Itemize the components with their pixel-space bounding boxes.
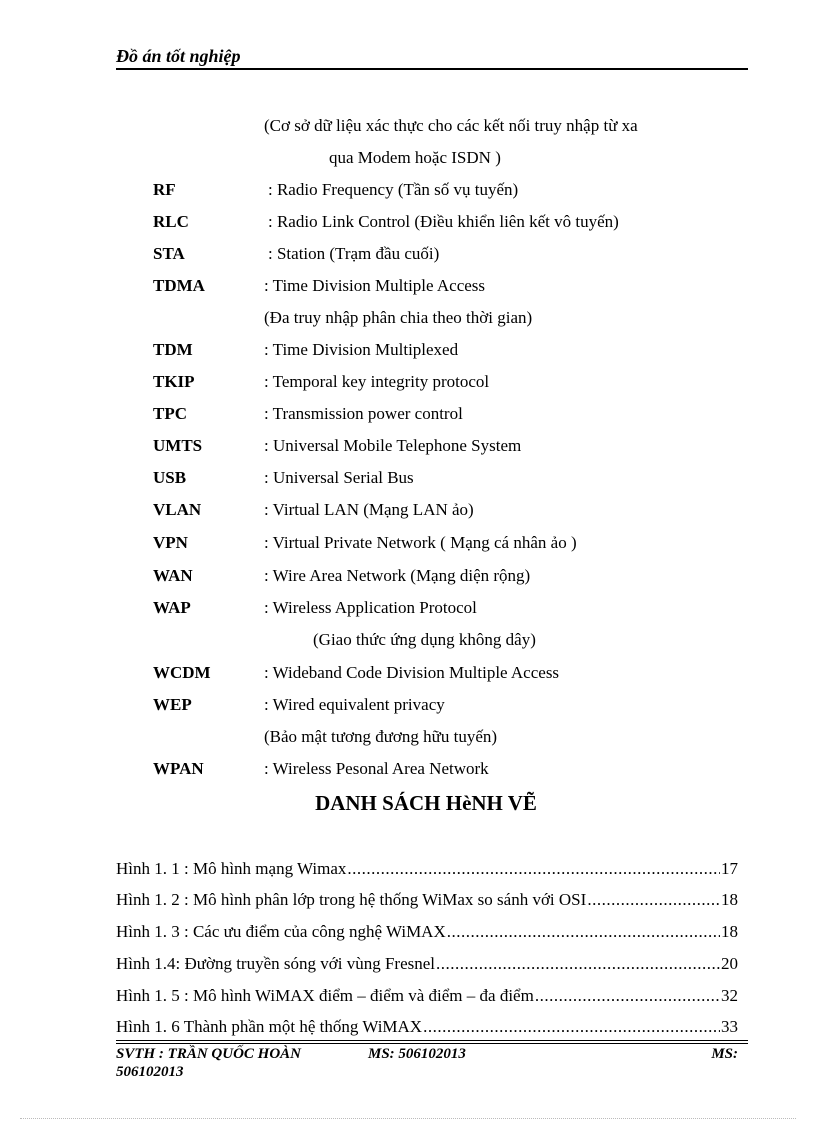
figure-list-item[interactable] <box>116 890 738 914</box>
figure-label: Hình 1. 2 : Mô hình phân lớp trong hệ thống WiMax so sánh với OSI <box>116 890 587 909</box>
figure-list-item[interactable] <box>116 922 738 946</box>
footer-student-name: SVTH : TRẦN QUỐC HOÀN <box>116 1046 302 1062</box>
figure-list-item[interactable] <box>116 859 738 883</box>
page-header-title: Đồ án tốt nghiệp <box>116 46 241 66</box>
abbr-definition: : Virtual LAN (Mạng LAN ảo) <box>264 500 474 519</box>
abbr-term: USB <box>153 468 187 487</box>
dot-leader <box>347 859 720 879</box>
figure-label: Hình 1. 3 : Các ưu điểm của công nghệ WiMAX <box>116 922 446 941</box>
figure-page-number: 33 <box>721 1017 738 1036</box>
abbr-definition: : Wireless Pesonal Area Network <box>264 759 489 778</box>
abbr-term: RLC <box>153 212 189 231</box>
dot-leader <box>535 986 720 1006</box>
abbr-term: WAN <box>153 566 193 585</box>
abbr-definition-translation: (Giao thức ứng dụng không dây) <box>313 630 536 649</box>
abbr-term: TDM <box>153 340 193 359</box>
abbr-term: TDMA <box>153 276 205 295</box>
figure-label: Hình 1. 1 : Mô hình mạng Wimax <box>116 859 347 878</box>
figure-list-item[interactable] <box>116 954 738 978</box>
abbr-term: WEP <box>153 695 192 714</box>
abbr-term: VLAN <box>153 500 202 519</box>
figure-label: Hình 1. 6 Thành phần một hệ thống WiMAX <box>116 1017 423 1036</box>
abbr-term: WPAN <box>153 759 204 778</box>
abbr-definition: : Wired equivalent privacy <box>264 695 445 714</box>
figure-label: Hình 1.4: Đường truyền sóng với vùng Fresnel <box>116 954 436 973</box>
abbr-term: WAP <box>153 598 191 617</box>
abbr-continuation-line-2: qua Modem hoặc ISDN ) <box>329 148 501 167</box>
figure-page-number: 20 <box>721 954 738 973</box>
figure-page-number: 18 <box>721 890 738 909</box>
page-bottom-border <box>20 1118 796 1119</box>
abbr-definition: : Wideband Code Division Multiple Access <box>264 663 560 682</box>
abbr-definition: : Transmission power control <box>264 404 463 423</box>
figure-page-number: 32 <box>721 986 738 1005</box>
footer-rule-double <box>116 1043 748 1044</box>
abbr-term: VPN <box>153 533 188 552</box>
figure-list-item[interactable] <box>116 1017 738 1041</box>
dot-leader <box>423 1017 720 1037</box>
abbr-definition: : Temporal key integrity protocol <box>264 372 490 391</box>
abbr-definition-translation: (Bảo mật tương đương hữu tuyến) <box>264 727 498 746</box>
abbr-definition: : Station (Trạm đầu cuối) <box>268 244 440 263</box>
dot-leader <box>447 922 720 942</box>
figure-page-number: 17 <box>721 859 738 878</box>
footer-id-value: 506102013 <box>116 1064 184 1080</box>
header-rule <box>116 68 748 70</box>
abbr-term: WCDM <box>153 663 211 682</box>
figure-page-number: 18 <box>721 922 738 941</box>
abbr-definition: : Virtual Private Network ( Mạng cá nhân ảo ) <box>264 533 577 552</box>
abbr-definition: : Wire Area Network (Mạng diện rộng) <box>264 566 531 585</box>
figure-list-item[interactable] <box>116 986 738 1010</box>
footer-rule <box>116 1040 748 1041</box>
figure-label: Hình 1. 5 : Mô hình WiMAX điểm – điểm và điểm – đa điểm <box>116 986 534 1005</box>
abbr-term: TKIP <box>153 372 195 391</box>
abbr-term: STA <box>153 244 185 263</box>
abbr-definition: : Universal Mobile Telephone System <box>264 436 522 455</box>
abbr-definition-translation: (Đa truy nhập phân chia theo thời gian) <box>264 308 533 327</box>
abbr-definition: : Radio Link Control (Điều khiển liên kết vô tuyến) <box>268 212 619 231</box>
abbr-term: RF <box>153 180 176 199</box>
abbr-definition: : Time Division Multiplexed <box>264 340 459 359</box>
abbr-definition: : Radio Frequency (Tần số vụ tuyến) <box>268 180 519 199</box>
footer-student-id: MS: 506102013 <box>368 1046 466 1062</box>
figure-list-title: DANH SÁCH HèNH VẼ <box>315 791 537 815</box>
footer-id-label: MS: <box>711 1046 738 1062</box>
abbr-definition: : Universal Serial Bus <box>264 468 414 487</box>
abbr-term: UMTS <box>153 436 203 455</box>
abbr-definition: : Time Division Multiple Access <box>264 276 486 295</box>
dot-leader <box>587 890 720 910</box>
abbr-term: TPC <box>153 404 187 423</box>
abbr-continuation-line-1: (Cơ sở dữ liệu xác thực cho các kết nối truy nhập từ xa <box>264 116 638 135</box>
abbr-definition: : Wireless Application Protocol <box>264 598 477 617</box>
dot-leader <box>436 954 720 974</box>
